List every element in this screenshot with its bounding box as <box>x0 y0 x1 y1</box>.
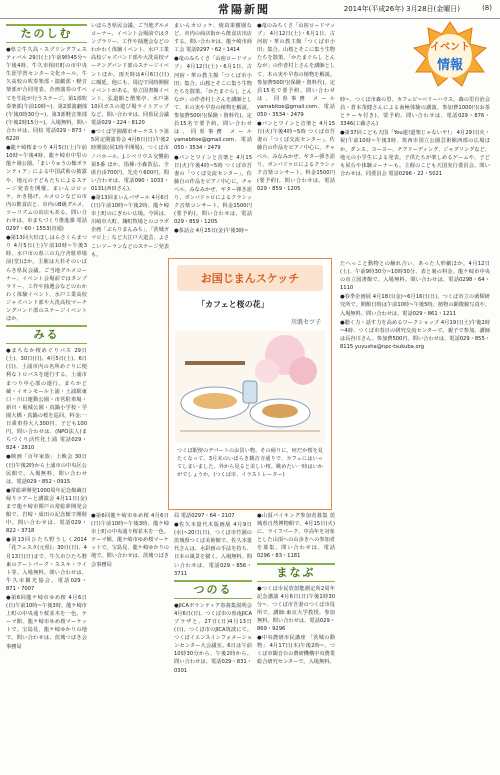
event-item: ●聴く力・話す力を高めるワークショップ 4月19日(土)午後2時~4時、つくば市春日の研究交流センターで。親子で参加。講師は長谷川さん。参加費500円。問い合わせは、電話029・855・8115 yuyusha@npc-tsukuba.org <box>340 319 490 350</box>
section-header-tsunoru: つのる <box>174 580 252 599</box>
badge-line1: イベント <box>430 42 470 53</box>
column-4-bottom <box>257 512 335 767</box>
event-item: ●春季企画展 4月18日(金)~6月16日(日)、つくば市立の菌類研究所で。開館日時は午前10時~午後5時。植物の顕微鏡写真や。入場無料。問い合わせは、電話029・861・1211 <box>340 294 490 317</box>
event-item: ●中央農研市民講座 「茨城の動物」 4月17日(木)午後2時~、つくば市観音台の農研機構中央農業総合研究センターで。入場無料。 <box>257 635 335 666</box>
page-number: (8) <box>482 4 492 12</box>
column-1 <box>6 22 87 772</box>
newspaper-name: 常陽新聞 <box>218 3 270 16</box>
column-5-bottom <box>340 260 490 767</box>
event-item: ●第6回龍ケ崎市ゆめ桜 4月6日(日)午前10時~午後3時、龍ケ崎市上町の中央通り桜並木を一色。テーマ館、龍ケ崎市ゆめ桜マーケットで。宝島見、龍ケ崎ゆかりの地で。問い合わせは、茨城つばき会事務局 <box>6 595 87 650</box>
section-header-miru: みる <box>6 325 87 344</box>
event-item: ●JICAボランティア春募集説明会 4月6日(日)、つくば市の県南JICAプラザと、27日(日)4月13日(日)、つくば市のJICA筑波にて。つくばイエンスインフォメーションセンター大会議室。6日は午前10時30分から、午後2時から。問い合わせは、電話029・831・0301 <box>174 602 252 674</box>
event-item: ●第13回まいんバザール 4月6日(日)午前10時~午後2時、龍ケ崎市上町のにぎわい広場。今回は、川崎市大町、麹町牧場とのコラボ企画「ぶらりまんみち」、「茨城ガマロ上」など大江戸大道芸、よさこいソーランなどのステージ発表も。 <box>91 194 169 258</box>
event-item: ●第13回ひたち野うしく2014「花フェスタ(元県)」30日(日)、4月13日(日)まで、牛久市ひたち野東のアートパーク・ススキ・ライト等。入場無料。問い合わせは、牛久市観光協会。電話029・871・7007 <box>6 537 87 592</box>
sketch-feature-box <box>168 258 332 510</box>
cafe-sketch-illustration <box>175 331 325 443</box>
event-item: ●映画「百年家族」上映会 30日(日)午後2時から土浦市の中央区公民館で。入場無料。問い合わせは、電話029・852・0915 <box>6 454 87 485</box>
event-item: 時~、つくば市森の里、カフェピ~ベリーハウス。森の里自治会員・倉本茂健さんによる南極体験の講演。参加費1000円(お茶とケーキ付き)。要予約。問い合わせは、電話029・876・3346(工藤さん) <box>340 97 490 128</box>
sketch-text: つくば駅傍のデパートのお買い物。その帰りに、何だか桜を見たくなって、3月末のいばらき観音寺通りで、カフェにはいってしまいました。外から見ると美しい桜。眺めたい一時はいかがでしょうか。(つくば市、イラストレーター) <box>177 448 323 478</box>
section-header-tanoshimu: たのしむ <box>6 24 87 43</box>
event-item: ●第13回大杉ほしはらさくらまつり 4月5日(土)午前10時~午後3時、水戸市の県三の丸庁舎駐車場前(堂)ほか。主催は大杉そのいばらき県民会議。ご当地グルメコーナー、イベント会場前ではタンブラリー、工作や抽選会などのわかわく体験イベント、水戸工業高校ジャズバンド部や大洗高校マーチングバンド部のステージイベントほか、 <box>6 235 87 323</box>
event-item: たへっこと動物との触れ合い、あった人形劇ほか。4月12日(土)、午前9時30分~10時30分、表と裏の料金。龍ケ崎市中央の市立図書館で。入場無料。問い合わせは、電話0298・64・1110 <box>340 261 490 292</box>
section-header-manabu: まなぶ <box>257 563 335 582</box>
sketch-subtitle: 「カフェと桜の花」 <box>197 300 269 309</box>
event-item: ●第37回こども天国「You連!道楽じゃないヤ!」 4月29日(火・祝)午前10時~午後3時、筑西市国立公園芸術館西部の広場ほか。ダンス、ヨーヨー、チアリーディング、ジャグリングなど、地元の小学生による発表。子供たちが楽しめるゲームや、子ども屋台や体験コーナーも。主催のこども天国実行委員会。問い合わせは、同委員会 電話0296・22・5021 <box>340 130 490 177</box>
event-item: ●佐久本量代木版画展 4月9日(水)~20日(日)、つくば市竹園の茨城県つくば美術館で。佐久本量代さんは、水彩画の手法を持ち、日本の風景を描く。入場無料。問い合わせは、電話029・856・3711 <box>174 522 252 577</box>
sketch-title: お国じまんスケッチ <box>177 265 323 291</box>
event-item: いばらき県民会議。ご当地グルメコーナー、イベント会場前ではタンブラリー、工作や抽選会などのわかわく体験イベント、水戸工業高校ジャズバンド部や大洗高校マーチングバンド部のステージイベントほか。雨天時は4月6日(日)に順延。他にも、周辺で同時開催イベントがある。県立図書館イベント、弘道館と偕楽亭、水戸第10回ガスの遊び場ライトアップなど。問い合わせは、同県民会議 電話029・224・8120 <box>91 23 169 127</box>
column-3-bottom <box>174 512 252 767</box>
event-item: ●茶話会 4月25日(金)午後3時~ <box>174 228 249 235</box>
column-2-bottom <box>91 512 169 767</box>
event-item: ●第6回龍ケ崎市ゆめ桜 4月6日(日)午前10時~午後3時、龍ケ崎市上町の中央通り桜並木を一色。テーマ館、龍ケ崎市ゆめ桜マーケットで。宝島見、龍ケ崎ゆかりの地で。問い合わせは、茨城つばき会事務局 <box>91 513 169 568</box>
event-item: ●竜のみちくさ「山宿ロードマップ」 4月12日(土)・6月1日、古河宿・華の教主館「つくば市小田」集合。山桜とそこに集う生物たちを散策。「かたまぐらし とんなが」の作者村上さんを講師として、木の実や早春の植物を解説。参加費500円(保険・資料代)。定員15名で要予約。問い合わせは、同県事務 メールyamabitoe@gmail.com、電話050・3534・2479 <box>174 56 252 152</box>
event-item: ●常総夢開発1000周年記念館蔵日帰りツアーと講演会 4月11日(金)まで龍ケ崎市関戸の常総夢開発会館で。岩崎・成田の記念館で開催中。問い合わせは、電話029・822・3718 <box>6 487 87 535</box>
event-item: ●山頂パイキング参加者募集 茨城県自然博物館で、4月15日(火)に、ライフパーク、中高年を対象とした山頂への山歩きへの参加者を募集。問い合わせは、電話0296・83・1181 <box>257 513 335 560</box>
event-item: ●パンとワインと音楽と 4月15日(火)午後4時~5時 つくば市吾妻の「つくば交流センター」。佐藤自の作品をピアノ中心に。チャペル、みなみかぜ、ギター弾き語り、ボンバドゥロによるクラシック音楽コンサート。料金1500円(要予約)。問い合わせは、電話029・859・1205 <box>174 154 252 226</box>
event-item: 局 電話0297・64・2107 <box>174 513 235 519</box>
column-5 <box>340 96 490 256</box>
column-4 <box>257 22 335 254</box>
event-info-badge <box>410 20 490 90</box>
badge-line2: 情報 <box>436 58 463 73</box>
column-3 <box>174 22 252 254</box>
event-item: ●竜のみちくさ「山宿ロードマップ」 4月12日(土)・6月1日、古河宿・華の教主館「つくば市小田」集合。山桜とそこに集う生物たちを散策。「かたまぐらし とんなが」の作者村上さんを講師として、木の実や早春の植物を解説。参加費500円(保険・資料代)。定員15名で要予約。問い合わせは、同県事務 メールyamabitoe@gmail.com、電話050・3534・2479 <box>257 23 335 119</box>
page-header <box>0 0 500 19</box>
sketch-author: 川浪セツ子 <box>290 319 321 326</box>
event-item: ●つくば市民放射能測定所2周年記念講演 4月6日(日)午後1時30分~、つくば市吾妻のつくば市役所で。講師:東京大学教授。参加無料。問い合わせは、電話029・869・9296 <box>257 585 335 633</box>
event-item: ●県立牛久高・スプリングフェスティバル 29日(土)午前9時45分~午後4時、牛久市相田町の市中央生涯学習センター文化ホール。牛久高校の吹奏楽部・演劇部・軽音楽部が合同発表。企画演奏のすべてを生徒が行うステージ。第1部吹奏楽部(午前10時~)、第2部演劇部(午後0時30分~)、第3部軽音楽部(午後2時15分~)。入場無料。問い合わせは、同校 電話029・873・6220 <box>6 47 87 143</box>
event-item: ●つくば学園都市オーケストラ第5回定期演奏会 4月6日(日)午後2時開演(同1時半開場)、つくば市ノバホール。J.シベリウス交響曲第5番 ほか。指揮:小森敦弘。全席自由700円、先売り600円。問い合わせは、電話090・1033・0131(西田さん)。 <box>91 129 169 192</box>
issue-date: 2014年(平成26年) 3月28日(金曜日) <box>343 5 460 13</box>
event-item: まいんカロッケ、焼鳥果樹園など、市内の商店街から飲食店出店する。問い合わせは、龍ケ崎市商工会 電話0297・62・1414 <box>174 23 252 54</box>
event-item: ●パンとワインと音楽と 4月15日(火)午後4時~5時 つくば市吾妻の「つくば交流センター」。佐藤自の作品をピアノ中心に。チャペル、みなみかぜ、ギター弾き語り、ボンバドゥロによるクラシック音楽コンサート。料金1500円(要予約)。問い合わせは、電話029・859・1205 <box>257 121 335 192</box>
event-item: ●龍ケ崎桜まつり 4月5日(土)午前10時~午後4時、龍ケ崎市中里の龍ケ岡公園。「まいりゅうの館ボランティア」による中国武術の披露や、地元の子どもたちによるステージ発表を開催。まいんコロッケ、かき揚げ、ルメロンなどの市内の飲食店と、市内のB級グルメ、ツーリズムの出店もある。問い合わせは、市まちづくり推進課 電話0297・60・1553(直通) <box>6 145 87 233</box>
event-item: ●まちなか桜めぐりバス 29日(土)、30日(日)、4月5日(土)、6日(日)、土浦市内の名所めぐりに便利なトロバスを運行する。土浦市まつり中心部の運行。まちかど蔵・イオンモール土浦・土浦駅東口・川口運動公園・市営駐車場・新川・亀城公園・真鍋小学校・学園大橋・真鍋の桜を巡回。料金:一日乗車券大人300円、子ども100円。問い合わせは、(NPO法人)まちづくり活性化土浦 電話029・824・2810 <box>6 348 87 452</box>
